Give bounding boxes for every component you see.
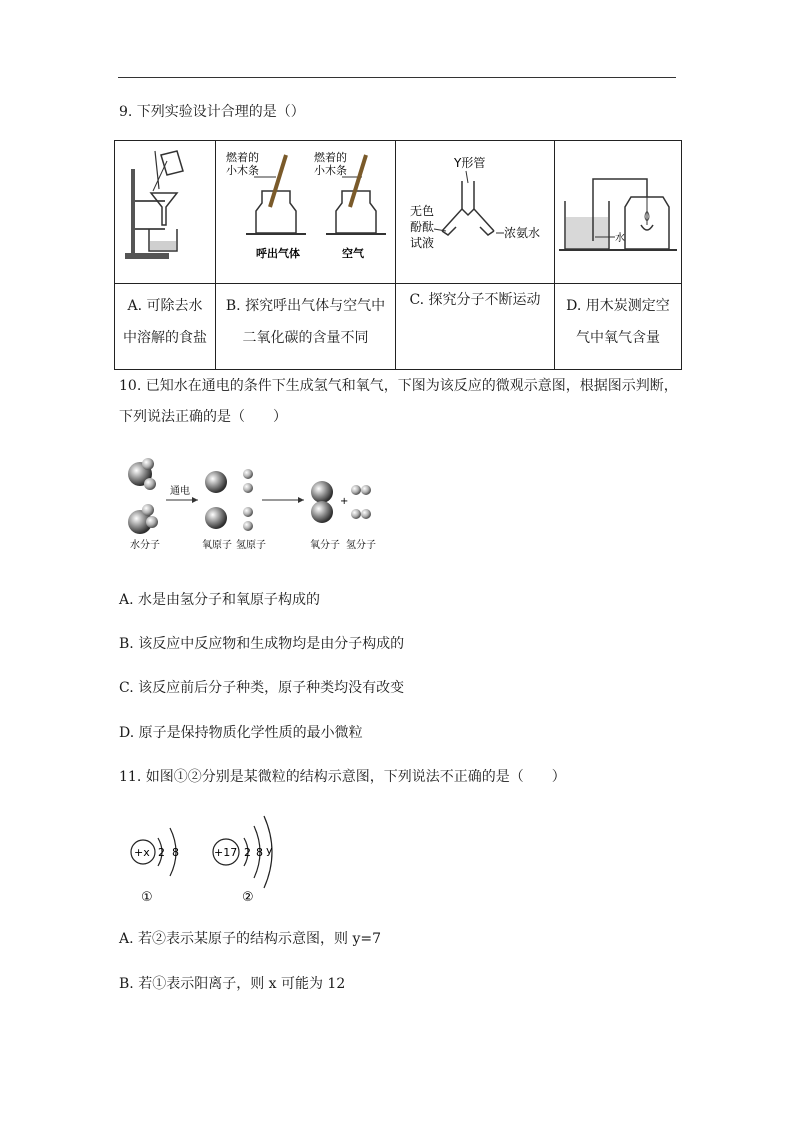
label-solution: 试液 [410,236,435,250]
q10-stem-line2: 下列说法正确的是（ ） [119,409,287,425]
q9-image-b [216,141,396,284]
label-stick-right-2: 小木条 [314,164,347,177]
q9-option-c-line1: C. 探究分子不断运动 [409,292,541,308]
q9-image-a [115,141,216,284]
label-exhaled-gas: 呼出气体 [256,247,300,260]
fig1-nucleus: +x [134,846,150,859]
top-rule [118,77,676,78]
burning-stick-bottles-figure [216,141,394,279]
label-colorless: 无色 [410,204,435,218]
label-oxygen-molecule: 氧分子 [310,540,340,551]
label-y-tube: Y形管 [454,156,486,170]
electrolysis-micro-figure [118,456,388,560]
fig1-shell2: 8 [172,846,179,859]
q9-image-c [396,141,555,284]
q10-stem-line1: 10. 已知水在通电的条件下生成氢气和氧气，下图为该反应的微观示意图，根据图示判断， [119,378,678,394]
q9-option-c[interactable] [396,284,555,370]
q9-option-b-line1: B. 探究呼出气体与空气中 [225,298,386,314]
q9-option-d[interactable] [555,284,682,370]
q11-stem: 11. 如图①②分别是某微粒的结构示意图，下列说法不正确的是（ ） [119,769,566,785]
q10-option-b[interactable]: B. 该反应中反应物和生成物均是由分子构成的 [119,636,405,652]
label-ammonia: 浓氨水 [504,226,541,240]
label-plus: + [340,496,349,507]
q9-image-d [555,141,682,284]
q9-option-b-line2: 二氧化碳的含量不同 [242,330,369,346]
fig2-shell2: 8 [256,846,263,859]
fig2-mark: ② [242,890,254,905]
label-stick-left: 燃着的 [226,151,259,164]
q11-option-a[interactable]: A. 若②表示某原子的结构示意图，则 y=7 [119,931,382,947]
q10-option-c[interactable]: C. 该反应前后分子种类，原子种类均没有改变 [119,680,405,696]
label-hydrogen-molecule: 氢分子 [346,540,376,551]
q9-option-a-line1: A. 可除去水 [127,298,203,314]
fig2-shell1: 2 [244,846,251,859]
atom-structure-figure [128,806,288,910]
filtration-apparatus-figure [115,141,215,279]
q9-option-d-line1: D. 用木炭测定空 [566,298,670,314]
q9-option-a[interactable] [115,284,216,370]
q9-option-a-line2: 中溶解的食盐 [123,330,207,346]
label-water-molecule: 水分子 [130,540,160,551]
q10-option-a[interactable]: A. 水是由氢分子和氧原子构成的 [119,592,321,608]
label-water: 水 [615,233,625,244]
q9-stem: 9. 下列实验设计合理的是（） [119,104,305,120]
fig1-mark: ① [141,890,153,905]
q9-table [114,140,682,370]
label-stick-right: 燃着的 [314,151,347,164]
label-oxygen-atom: 氧原子 [202,540,232,551]
fig1-shell1: 2 [158,846,165,859]
fig2-nucleus: +17 [214,846,238,859]
label-stick-left-2: 小木条 [226,164,259,177]
q11-option-b[interactable]: B. 若①表示阳离子，则 x 可能为 12 [119,976,346,992]
oxygen-measure-figure [555,141,681,279]
y-tube-figure [396,141,554,279]
label-air: 空气 [342,247,364,260]
label-phenolphthalein: 酚酞 [410,220,435,234]
q9-option-d-line2: 气中氧气含量 [576,330,660,346]
q9-option-b[interactable] [216,284,396,370]
label-electrify: 通电 [170,486,190,497]
q10-option-d[interactable]: D. 原子是保持物质化学性质的最小微粒 [119,725,363,741]
label-hydrogen-atom: 氢原子 [236,540,266,551]
fig2-shell3: y [266,844,273,857]
